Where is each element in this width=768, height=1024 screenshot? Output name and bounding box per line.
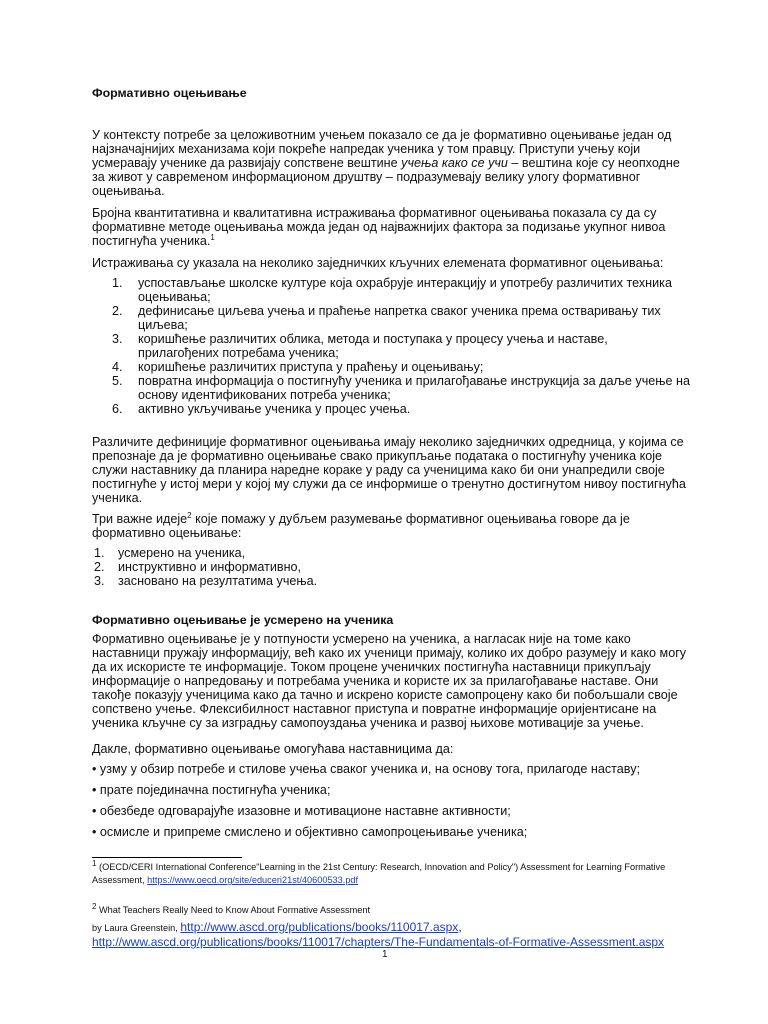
- footnote-ref-1[interactable]: 1: [210, 232, 215, 242]
- footnote-2-links: [92, 920, 692, 949]
- paragraph-student-centered: Формативно оцењивање је у потпуности усмерено на ученика, а нагласак није на томе како наставници пружају информацију, већ како их ученици примају, колико их добро разумеју и како могу да их искористе те информације. Током процене ученичких постигнућа наставници прикупљају информације о напредовању и потребама ученика и користе их за прилагођавање наставе. Они такође показују ученицима како да тачно и искрено користе самопроцену како би побољшали своје сопствено учење. Флексибилност наставног приступа и повратне информације оријентисане на ученика кључне су за изградњу самопоуздања ученика и развој њихове мотивације за учење.: [92, 632, 687, 730]
- list-item: [92, 332, 692, 360]
- list-item-text: дефинисање циљева учења и праћење напретка сваког ученика према остваривању тих циљева;: [138, 304, 661, 332]
- footnote-ref-2[interactable]: 2: [187, 510, 192, 520]
- bullet-item: • прате појединачна постигнућа ученика;: [92, 783, 331, 797]
- paragraph-research-text: Бројна квантитативна и квалитативна истраживања формативног оцењивања показала су да су формативне методе оцењивања можда један од најважнијих фактора за подизање укупног нивоа постигнућа ученика.: [92, 206, 666, 248]
- footnote-2-number: 2: [92, 901, 97, 911]
- paragraph-intro-text: У контексту потребе за целоживотним учењем показало се да је формативно оцењивање један од најзначајнијих механизама који покреће напредак ученика у том правцу. Приступи учењу који усмеравају ученике да развијају сопствене вештине: [92, 128, 672, 170]
- footnote-1-text: (OECD/CERI International Conference"Learning in the 21st Century: Research, Innovation and Policy") Assessment for Learning Formative Assessment,: [92, 862, 666, 885]
- list-item-text: инструктивно и информативно,: [118, 560, 302, 574]
- list-item: [92, 402, 692, 416]
- paragraph-intro-tail: – вештина које су неопходне за живот у савременом информационом друштву – подразумевају велику улогу формативног оцењивања.: [92, 156, 680, 198]
- footnote-1-link[interactable]: https://www.oecd.org/site/educeri21st/40600533.pdf: [147, 875, 359, 885]
- list-item-text: успостављање школске културе која охрабрује интеракцију и употребу различитих техника оцењивања;: [138, 276, 672, 304]
- list-item: [92, 560, 692, 574]
- list-item: [92, 360, 692, 374]
- paragraph-enables: Дакле, формативно оцењивање омогућава наставницима да:: [92, 742, 454, 756]
- list-item-text: коришћење различитих облика, метода и поступака у процесу учења и наставе, прилагођених потребама ученика;: [138, 332, 608, 360]
- footnote-2-title-text: What Teachers Really Need to Know About Formative Assessment: [96, 905, 370, 915]
- paragraph-three-ideas-text: Три важне идеје: [92, 512, 188, 526]
- paragraph-elements-intro: Истраживања су указала на неколико заједничких кључних елемената формативног оцењивања:: [92, 256, 664, 270]
- list-item-text: коришћење различитих приступа у праћењу и оцењивању;: [138, 360, 484, 374]
- list-item-text: засновано на резултатима учења.: [118, 574, 318, 588]
- footnote-2-link-1[interactable]: http://www.ascd.org/publications/books/110017.aspx: [180, 920, 459, 934]
- list-item: [92, 276, 692, 304]
- paragraph-intro-italic: учења како се учи: [401, 156, 508, 170]
- footnote-separator: [92, 857, 242, 858]
- list-item-text: усмерено на ученика,: [118, 546, 246, 560]
- list-item-number: 1.: [112, 276, 123, 290]
- key-elements-list: [92, 276, 692, 416]
- list-item: [92, 374, 692, 402]
- three-ideas-list: [92, 546, 692, 588]
- footnote-2-link-2[interactable]: http://www.ascd.org/publications/books/110017/chapters/The-Fundamentals-of-Formative-Assessment.aspx: [92, 935, 665, 949]
- list-item: [92, 574, 692, 588]
- footnote-1: [92, 858, 692, 887]
- footnote-1-number: 1: [92, 858, 97, 868]
- list-item-number: 2.: [112, 304, 123, 318]
- list-item: [92, 546, 692, 560]
- footnote-2-author: by Laura Greenstein,: [92, 923, 181, 933]
- paragraph-intro: [92, 128, 692, 198]
- paragraph-definitions: Различите дефиниције формативног оцењивања имају неколико заједничких одредница, у којима се препознаје да је формативно оцењивање свако прикупљање података о постигнућу ученика које служи наставнику да планира наредне кораке у раду са ученицима како би они унапредили своје постигнуће у истој мери у којој му служи да се информише о тренутно достигнутом нивоу постигнућа ученика.: [92, 435, 686, 505]
- page-title: Формативно оцењивање: [92, 86, 247, 100]
- footnote-2-title: [92, 901, 692, 917]
- list-item-number: 6.: [112, 402, 123, 416]
- bullet-item: • обезбеде одговарајуће изазовне и мотивационе наставне активности;: [92, 804, 511, 818]
- section-subtitle: Формативно оцењивање је усмерено на ученика: [92, 613, 394, 627]
- paragraph-research: [92, 206, 692, 248]
- list-item-number: 5.: [112, 374, 123, 388]
- list-item-text: активно укључивање ученика у процес учења.: [138, 402, 411, 416]
- paragraph-three-ideas-tail: које помажу у дубљем разумевање формативног оцењивања говоре да је формативно оцењивање:: [92, 512, 630, 540]
- list-item-number: 3.: [94, 574, 105, 588]
- list-item-number: 1.: [94, 546, 105, 560]
- list-item-number: 2.: [94, 560, 105, 574]
- paragraph-three-ideas: [92, 512, 692, 540]
- page-number: 1: [382, 949, 388, 960]
- list-item: [92, 304, 692, 332]
- list-item-text: повратна информација о постигнућу ученика и прилагођавање инструкција за даље учење на основу идентификованих потреба ученика;: [138, 374, 690, 402]
- footnote-2-separator: ,: [458, 920, 462, 934]
- bullet-item: • осмисле и припреме смислено и објективно самопроцењивање ученика;: [92, 825, 528, 839]
- bullet-item: • узму у обзир потребе и стилове учења сваког ученика и, на основу тога, прилагоде наставу;: [92, 762, 641, 776]
- list-item-number: 3.: [112, 332, 123, 346]
- list-item-number: 4.: [112, 360, 123, 374]
